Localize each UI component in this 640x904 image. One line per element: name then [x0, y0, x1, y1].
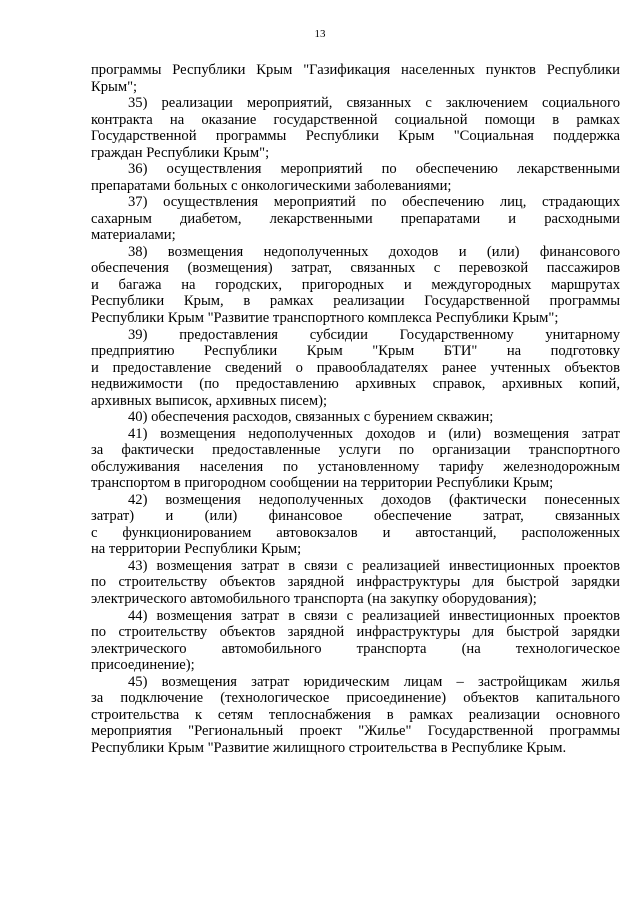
paragraph-line: с функционированием автовокзалов и автостанций, расположенных [91, 524, 620, 541]
paragraph-line: за подключение (технологическое присоединение) объектов капитального [91, 690, 620, 707]
paragraph-line: мероприятия "Региональный проект "Жилье" Государственной программы [91, 723, 620, 740]
paragraph-first-line: 45) возмещения затрат юридическим лицам – застройщикам жилья [128, 673, 620, 690]
paragraph-first-line: 42) возмещения недополученных доходов (фактически понесенных [128, 491, 620, 508]
paragraph-line: препаратами больных с онкологическими заболеваниями; [91, 177, 452, 194]
paragraph-line: предприятию Республики Крым "Крым БТИ" на подготовку [91, 343, 620, 360]
paragraph-first-line: 38) возмещения недополученных доходов и (или) финансового [128, 243, 620, 260]
paragraph-line: и багажа на городских, пригородных и междугородных маршрутах [91, 276, 620, 293]
paragraph-line: сахарным диабетом, лекарственными препаратами и расходными [91, 210, 620, 227]
paragraph-first-line: 35) реализации мероприятий, связанных с заключением социального [128, 95, 620, 112]
paragraph-line: Крым"; [91, 78, 138, 95]
paragraph-line: обслуживания населения по установленному тарифу железнодорожным [91, 458, 620, 475]
paragraph-line: затрат) и (или) финансовое обеспечение затрат, связанных [91, 508, 620, 525]
paragraph-line: граждан Республики Крым"; [91, 144, 270, 161]
paragraph-line: по строительству объектов зарядной инфраструктуры для быстрой зарядки [91, 624, 620, 641]
paragraph-line: материалами; [91, 227, 176, 244]
paragraph-line: Республики Крым "Развитие жилищного строительства в Республике Крым. [91, 739, 567, 756]
page-number: 13 [314, 28, 326, 40]
paragraph-line: на территории Республики Крым; [91, 541, 302, 558]
paragraph-line: присоединение); [91, 657, 195, 674]
paragraph-first-line: 40) обеспечения расходов, связанных с бурением скважин; [128, 409, 494, 426]
paragraph-line: недвижимости (по предоставлению архивных справок, архивных копий, [91, 376, 620, 393]
paragraph-line: архивных выписок, архивных писем); [91, 392, 328, 409]
paragraph-line: Государственной программы Республики Крым "Социальная поддержка [91, 128, 620, 145]
paragraph-line: контракта на оказание государственной социальной помощи в рамках [91, 111, 620, 128]
paragraph-first-line: 36) осуществления мероприятий по обеспечению лекарственными [128, 161, 620, 178]
paragraph-line: обеспечения (возмещения) затрат, связанных с перевозкой пассажиров [91, 260, 620, 277]
paragraph-first-line: 41) возмещения недополученных доходов и (или) возмещения затрат [128, 425, 620, 442]
paragraph-line: Республики Крым "Развитие транспортного комплекса Республики Крым"; [91, 309, 559, 326]
paragraph-first-line: 43) возмещения затрат в связи с реализацией инвестиционных проектов [128, 557, 620, 574]
paragraph-line: и предоставление сведений о правообладателях ранее учтенных объектов [91, 359, 620, 376]
paragraph-line: электрического автомобильного транспорта (на технологическое [91, 640, 620, 657]
paragraph-line: за фактически предоставленные услуги по организации транспортного [91, 442, 620, 459]
paragraph-line: транспортом в пригородном сообщении на территории Республики Крым; [91, 475, 554, 492]
paragraph-line: по строительству объектов зарядной инфраструктуры для быстрой зарядки [91, 574, 620, 591]
paragraph-line: строительства к сетям теплоснабжения в рамках реализации основного [91, 706, 620, 723]
paragraph-first-line: 44) возмещения затрат в связи с реализацией инвестиционных проектов [128, 607, 620, 624]
paragraph-line: программы Республики Крым "Газификация населенных пунктов Республики [91, 62, 620, 78]
paragraph-first-line: 39) предоставления субсидии Государственному унитарному [128, 326, 620, 343]
paragraph-line: Республики Крым, в рамках реализации Государственной программы [91, 293, 620, 310]
paragraph-line: электрического автомобильного транспорта (на закупку оборудования); [91, 591, 537, 607]
document-body [91, 62, 620, 756]
paragraph-first-line: 37) осуществления мероприятий по обеспечению лиц, страдающих [128, 194, 620, 211]
